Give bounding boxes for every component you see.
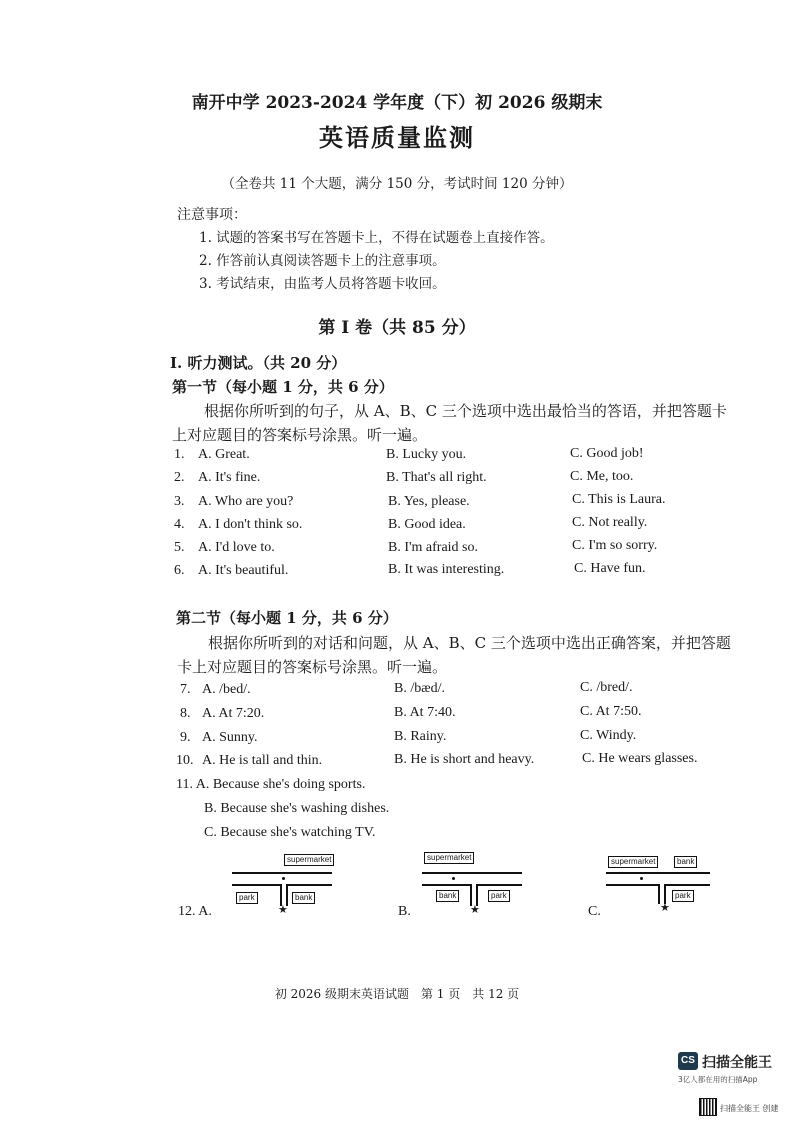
option-c: C. Not really. [572,515,648,530]
notice-item: 3. 考试结束，由监考人员将答题卡收回。 [199,276,446,292]
center-dot [282,877,285,880]
question-number: 5. [174,540,185,555]
question-number: 8. [180,706,191,721]
option-b: B. He is short and heavy. [394,752,535,767]
camscanner-name: 扫描全能王 [702,1055,772,1071]
map-option-b [422,850,522,920]
option-c: C. Windy. [580,728,637,743]
supermarket-sign: supermarket [284,854,334,866]
notice-item: 2. 作答前认真阅读答题卡上的注意事项。 [199,253,446,269]
option-a: A. At 7:20. [202,706,265,721]
road-line [664,884,710,886]
bank-sign: bank [674,856,697,868]
bank-sign: bank [436,890,459,902]
option-b: B. It was interesting. [388,562,505,577]
option-c: C. Good job! [570,446,644,461]
road-line [232,884,280,886]
section2-title: 第二节（每小题 1 分，共 6 分） [176,609,398,627]
option-c: C. At 7:50. [580,704,642,719]
camscanner-logo-icon: CS [678,1052,698,1070]
bank-sign: bank [292,892,315,904]
road-line [286,884,332,886]
exam-title-line1: 南开中学 2023-2024 学年度（下）初 2026 级期末 [191,93,603,113]
question-number: 7. [180,682,191,697]
section2-instruction-cont: 卡上对应题目的答案标号涂黑。听一遍。 [177,658,448,676]
question-12-label-c: C. [588,904,601,919]
option-c: C. This is Laura. [572,492,666,507]
page-footer: 初 2026 级期末英语试题 第 1 页 共 12 页 [274,987,520,1001]
supermarket-sign: supermarket [608,856,658,868]
option-a: A. /bed/. [202,682,251,697]
center-dot [640,877,643,880]
option-c: C. He wears glasses. [582,751,698,766]
question-number: 9. [180,730,191,745]
question-number: 4. [174,517,185,532]
notice-heading: 注意事项： [177,207,247,223]
option-b: B. That's all right. [386,470,487,485]
supermarket-sign: supermarket [424,852,474,864]
map-option-c [606,850,716,920]
road-line [232,872,332,874]
option-a: A. I don't think so. [198,517,303,532]
center-dot [452,877,455,880]
question-number: 6. [174,563,185,578]
park-sign: park [488,890,510,902]
option-b: B. Yes, please. [388,494,470,509]
section1-title: 第一节（每小题 1 分，共 6 分） [172,378,394,396]
option-c: C. Me, too. [570,469,634,484]
question-number: 1. [174,447,185,462]
road-line [476,884,522,886]
option-a: A. He is tall and thin. [202,753,323,768]
question-12-label-a: 12. A. [178,904,212,919]
exam-subtitle: （全卷共 11 个大题，满分 150 分，考试时间 120 分钟） [221,176,573,192]
question-number: 3. [174,494,185,509]
section1-instruction-cont: 上对应题目的答案标号涂黑。听一遍。 [172,426,428,444]
question-11-option-c: C. Because she's watching TV. [204,825,376,840]
question-11-option-b: B. Because she's washing dishes. [204,801,390,816]
star-icon: ★ [660,901,670,914]
question-number: 2. [174,470,185,485]
road-line [422,872,522,874]
park-sign: park [672,890,694,902]
road-line [422,884,470,886]
question-12-label-b: B. [398,904,411,919]
option-b: B. At 7:40. [394,705,456,720]
option-a: A. Sunny. [202,730,258,745]
question-11-option-a: 11. A. Because she's doing sports. [176,777,366,792]
option-a: A. It's beautiful. [198,563,289,578]
road-line [606,872,710,874]
option-b: B. I'm afraid so. [388,540,479,555]
volume-title: 第 I 卷（共 85 分） [318,318,476,338]
road-line [606,884,658,886]
qr-caption: 扫描全能王 创建 [720,1104,779,1113]
part1-title: I. 听力测试。（共 20 分） [170,354,347,372]
option-a: A. Great. [198,447,250,462]
section1-instruction: 根据你所听到的句子，从 A、B、C 三个选项中选出最恰当的答语，并把答题卡 [204,402,727,420]
section2-instruction: 根据你所听到的对话和问题，从 A、B、C 三个选项中选出正确答案，并把答题 [208,634,731,652]
option-a: A. It's fine. [198,470,261,485]
qr-code-icon [699,1098,717,1116]
option-b: B. Good idea. [388,517,466,532]
option-b: B. Lucky you. [386,447,467,462]
option-c: C. Have fun. [574,561,646,576]
map-option-a [232,850,332,920]
question-number: 10. [176,753,194,768]
notice-item: 1. 试题的答案书写在答题卡上，不得在试题卷上直接作答。 [199,230,554,246]
star-icon: ★ [470,903,480,916]
option-c: C. /bred/. [580,680,633,695]
option-c: C. I'm so sorry. [572,538,658,553]
option-b: B. Rainy. [394,729,447,744]
option-a: A. Who are you? [198,494,294,509]
park-sign: park [236,892,258,904]
camscanner-tagline: 3亿人都在用的扫描App [678,1075,758,1084]
option-a: A. I'd love to. [198,540,275,555]
option-b: B. /bæd/. [394,681,445,696]
exam-title-line2: 英语质量监测 [319,123,475,152]
star-icon: ★ [278,903,288,916]
